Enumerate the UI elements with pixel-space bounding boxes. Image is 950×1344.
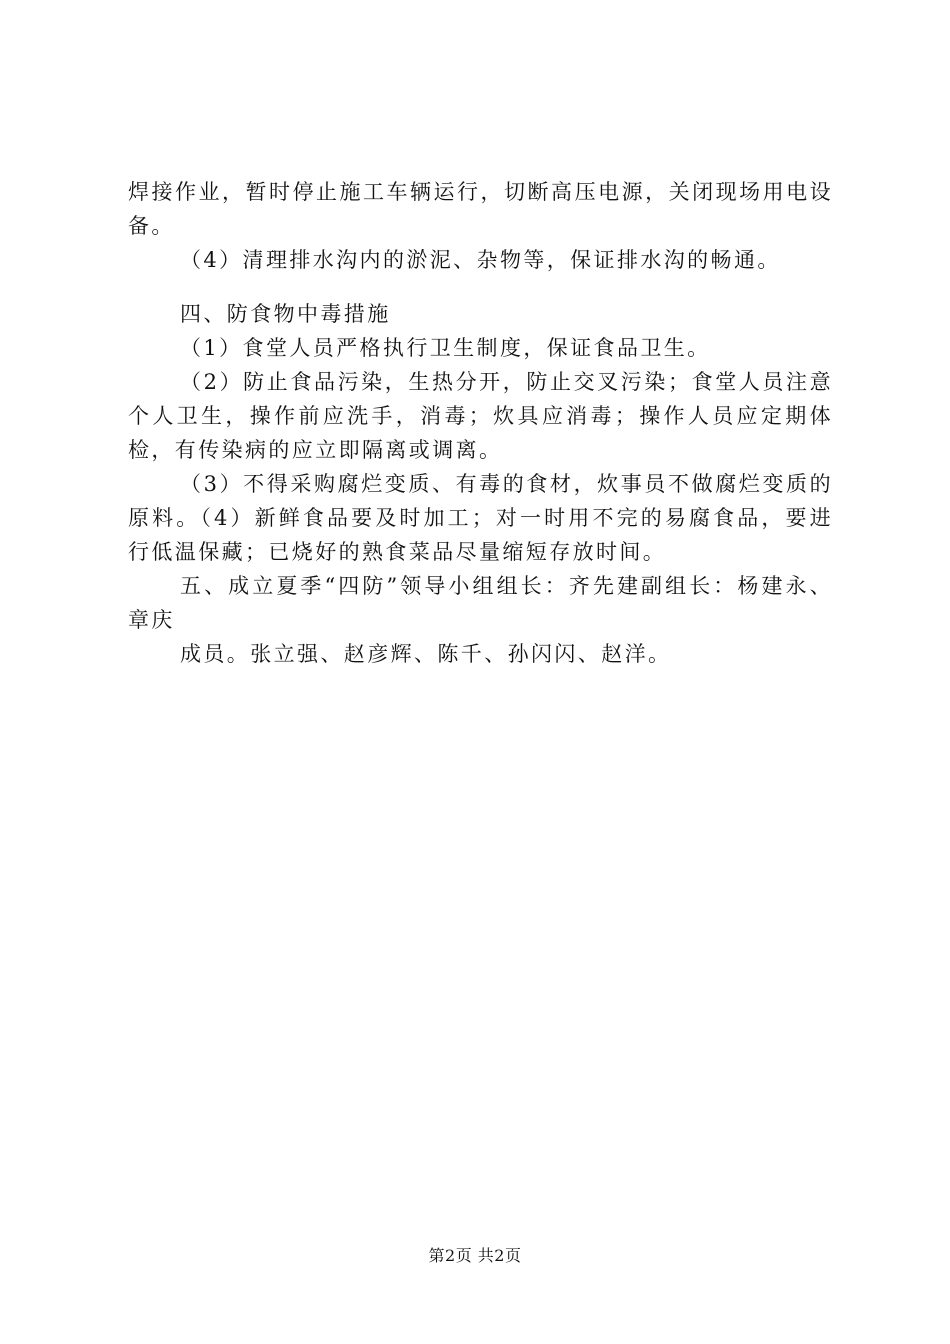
paragraph-welding-continuation: 焊接作业，暂时停止施工车辆运行，切断高压电源，关闭现场用电设备。 (128, 180, 833, 238)
paragraph-food-item-3-4: （3）不得采购腐烂变质、有毒的食材，炊事员不做腐烂变质的原料。（4）新鲜食品要及时加工；对一时用不完的易腐食品，要进行低温保藏；已烧好的熟食菜品尽量缩短存放时间。 (128, 472, 833, 564)
paragraph-food-item-1: （1）食堂人员严格执行卫生制度，保证食品卫生。 (180, 336, 711, 360)
section-heading-leadership-group: 五、成立夏季“四防”领导小组组长：齐先建副组长：杨建永、章庆 (128, 574, 833, 632)
document-body (128, 175, 833, 671)
page-number-footer: 第2页 共2页 (428, 1246, 522, 1265)
paragraph-food-item-2: （2）防止食品污染，生热分开，防止交叉污染；食堂人员注意个人卫生，操作前应洗手，消毒；炊具应消毒；操作人员应定期体检，有传染病的应立即隔离或调离。 (128, 370, 833, 462)
paragraph-drainage-item-4: （4）清理排水沟内的淤泥、杂物等，保证排水沟的畅通。 (180, 248, 781, 272)
paragraph-group-members: 成员。张立强、赵彦辉、陈千、孙闪闪、赵洋。 (180, 642, 672, 666)
section-heading-food-poisoning: 四、防食物中毒措施 (180, 302, 391, 326)
